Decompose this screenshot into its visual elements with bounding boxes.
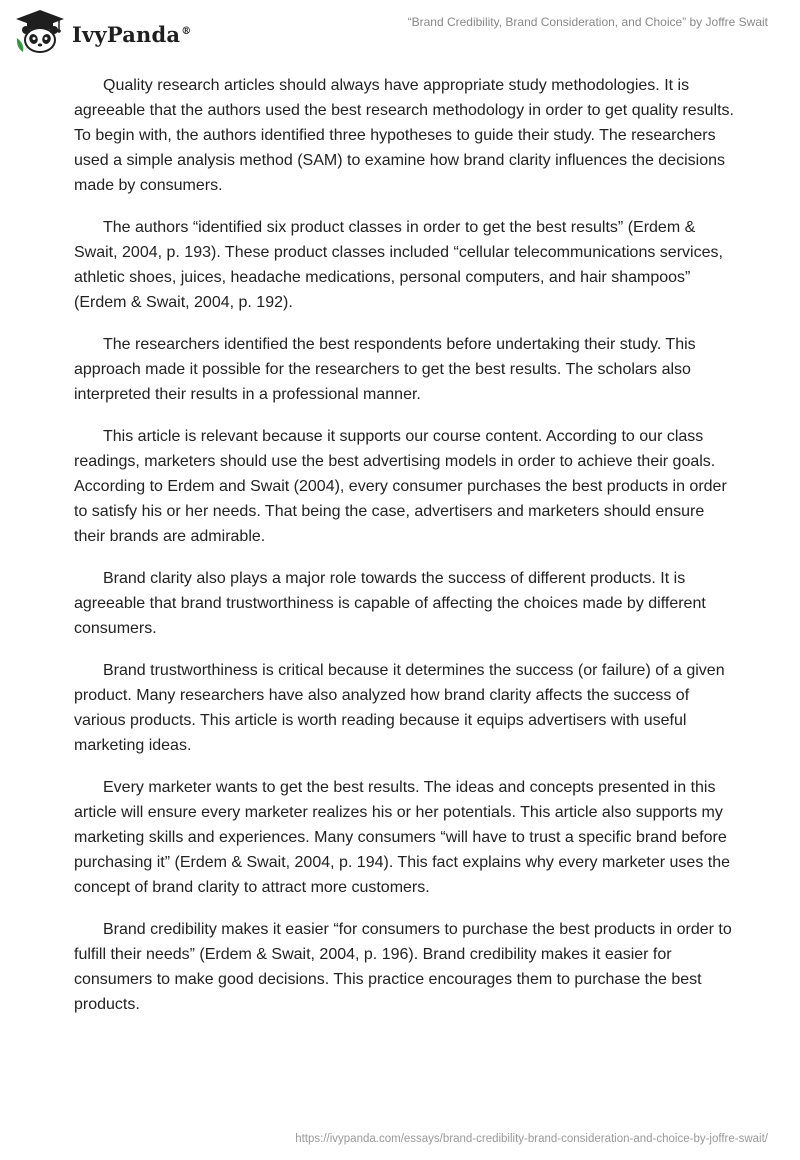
paragraph: Every marketer wants to get the best results. The ideas and concepts presented in this article will ensure every marketer realizes his or her potentials. This article also supports my marketing skills and experiences. Many consumers “will have to trust a specific brand before purchasing it” (Erdem & Swait, 2004, p. 194). This fact explains why every marketer uses the concept of brand clarity to attract more customers. <box>74 779 730 896</box>
source-url[interactable]: https://ivypanda.com/essays/brand-credibility-brand-consideration-and-choice-by-joffre-swait/ <box>295 1133 768 1145</box>
logo-wordmark: IvyPanda® <box>72 21 192 47</box>
paragraph: Brand trustworthiness is critical because it determines the success (or failure) of a given product. Many researchers have also analyzed how brand clarity affects the success of various products. This article is worth reading because it equips advertisers with useful marketing ideas. <box>74 662 725 754</box>
ivypanda-logo[interactable] <box>14 8 191 54</box>
paragraph: The researchers identified the best respondents before undertaking their study. This approach made it possible for the researchers to get the best results. The scholars also interpreted their results in a professional manner. <box>74 336 696 403</box>
document-title: “Brand Credibility, Brand Consideration, and Choice” by Joffre Swait <box>407 15 768 29</box>
paragraph: Brand clarity also plays a major role towards the success of different products. It is agreeable that brand trustworthiness is capable of affecting the choices made by different consumers. <box>74 570 706 637</box>
paragraph: Quality research articles should always have appropriate study methodologies. It is agreeable that the authors used the best research methodology in order to get quality results. To begin with, the authors identified three hypotheses to guide their study. The researchers used a simple analysis method (SAM) to examine how brand clarity influences the decisions made by consumers. <box>74 77 734 194</box>
panda-graduate-icon <box>14 8 66 54</box>
paragraph: Brand credibility makes it easier “for consumers to purchase the best products in order to fulfill their needs” (Erdem & Swait, 2004, p. 196). Brand credibility makes it easier for consumers to make good decisions. This practice encourages them to purchase the best products. <box>74 921 732 1013</box>
paragraph: The authors “identified six product classes in order to get the best results” (Erdem & Swait, 2004, p. 193). These product classes included “cellular telecommunications services, athletic shoes, juices, headache medications, personal computers, and hair shampoos” (Erdem & Swait, 2004, p. 192). <box>74 219 723 311</box>
paragraph: This article is relevant because it supports our course content. According to our class readings, marketers should use the best advertising models in order to achieve their goals. According to Erdem and Swait (2004), every consumer purchases the best products in order to satisfy his or her needs. That being the case, advertisers and marketers should ensure their brands are admirable. <box>74 428 727 545</box>
page-header <box>0 0 800 64</box>
essay-body <box>74 73 734 1034</box>
